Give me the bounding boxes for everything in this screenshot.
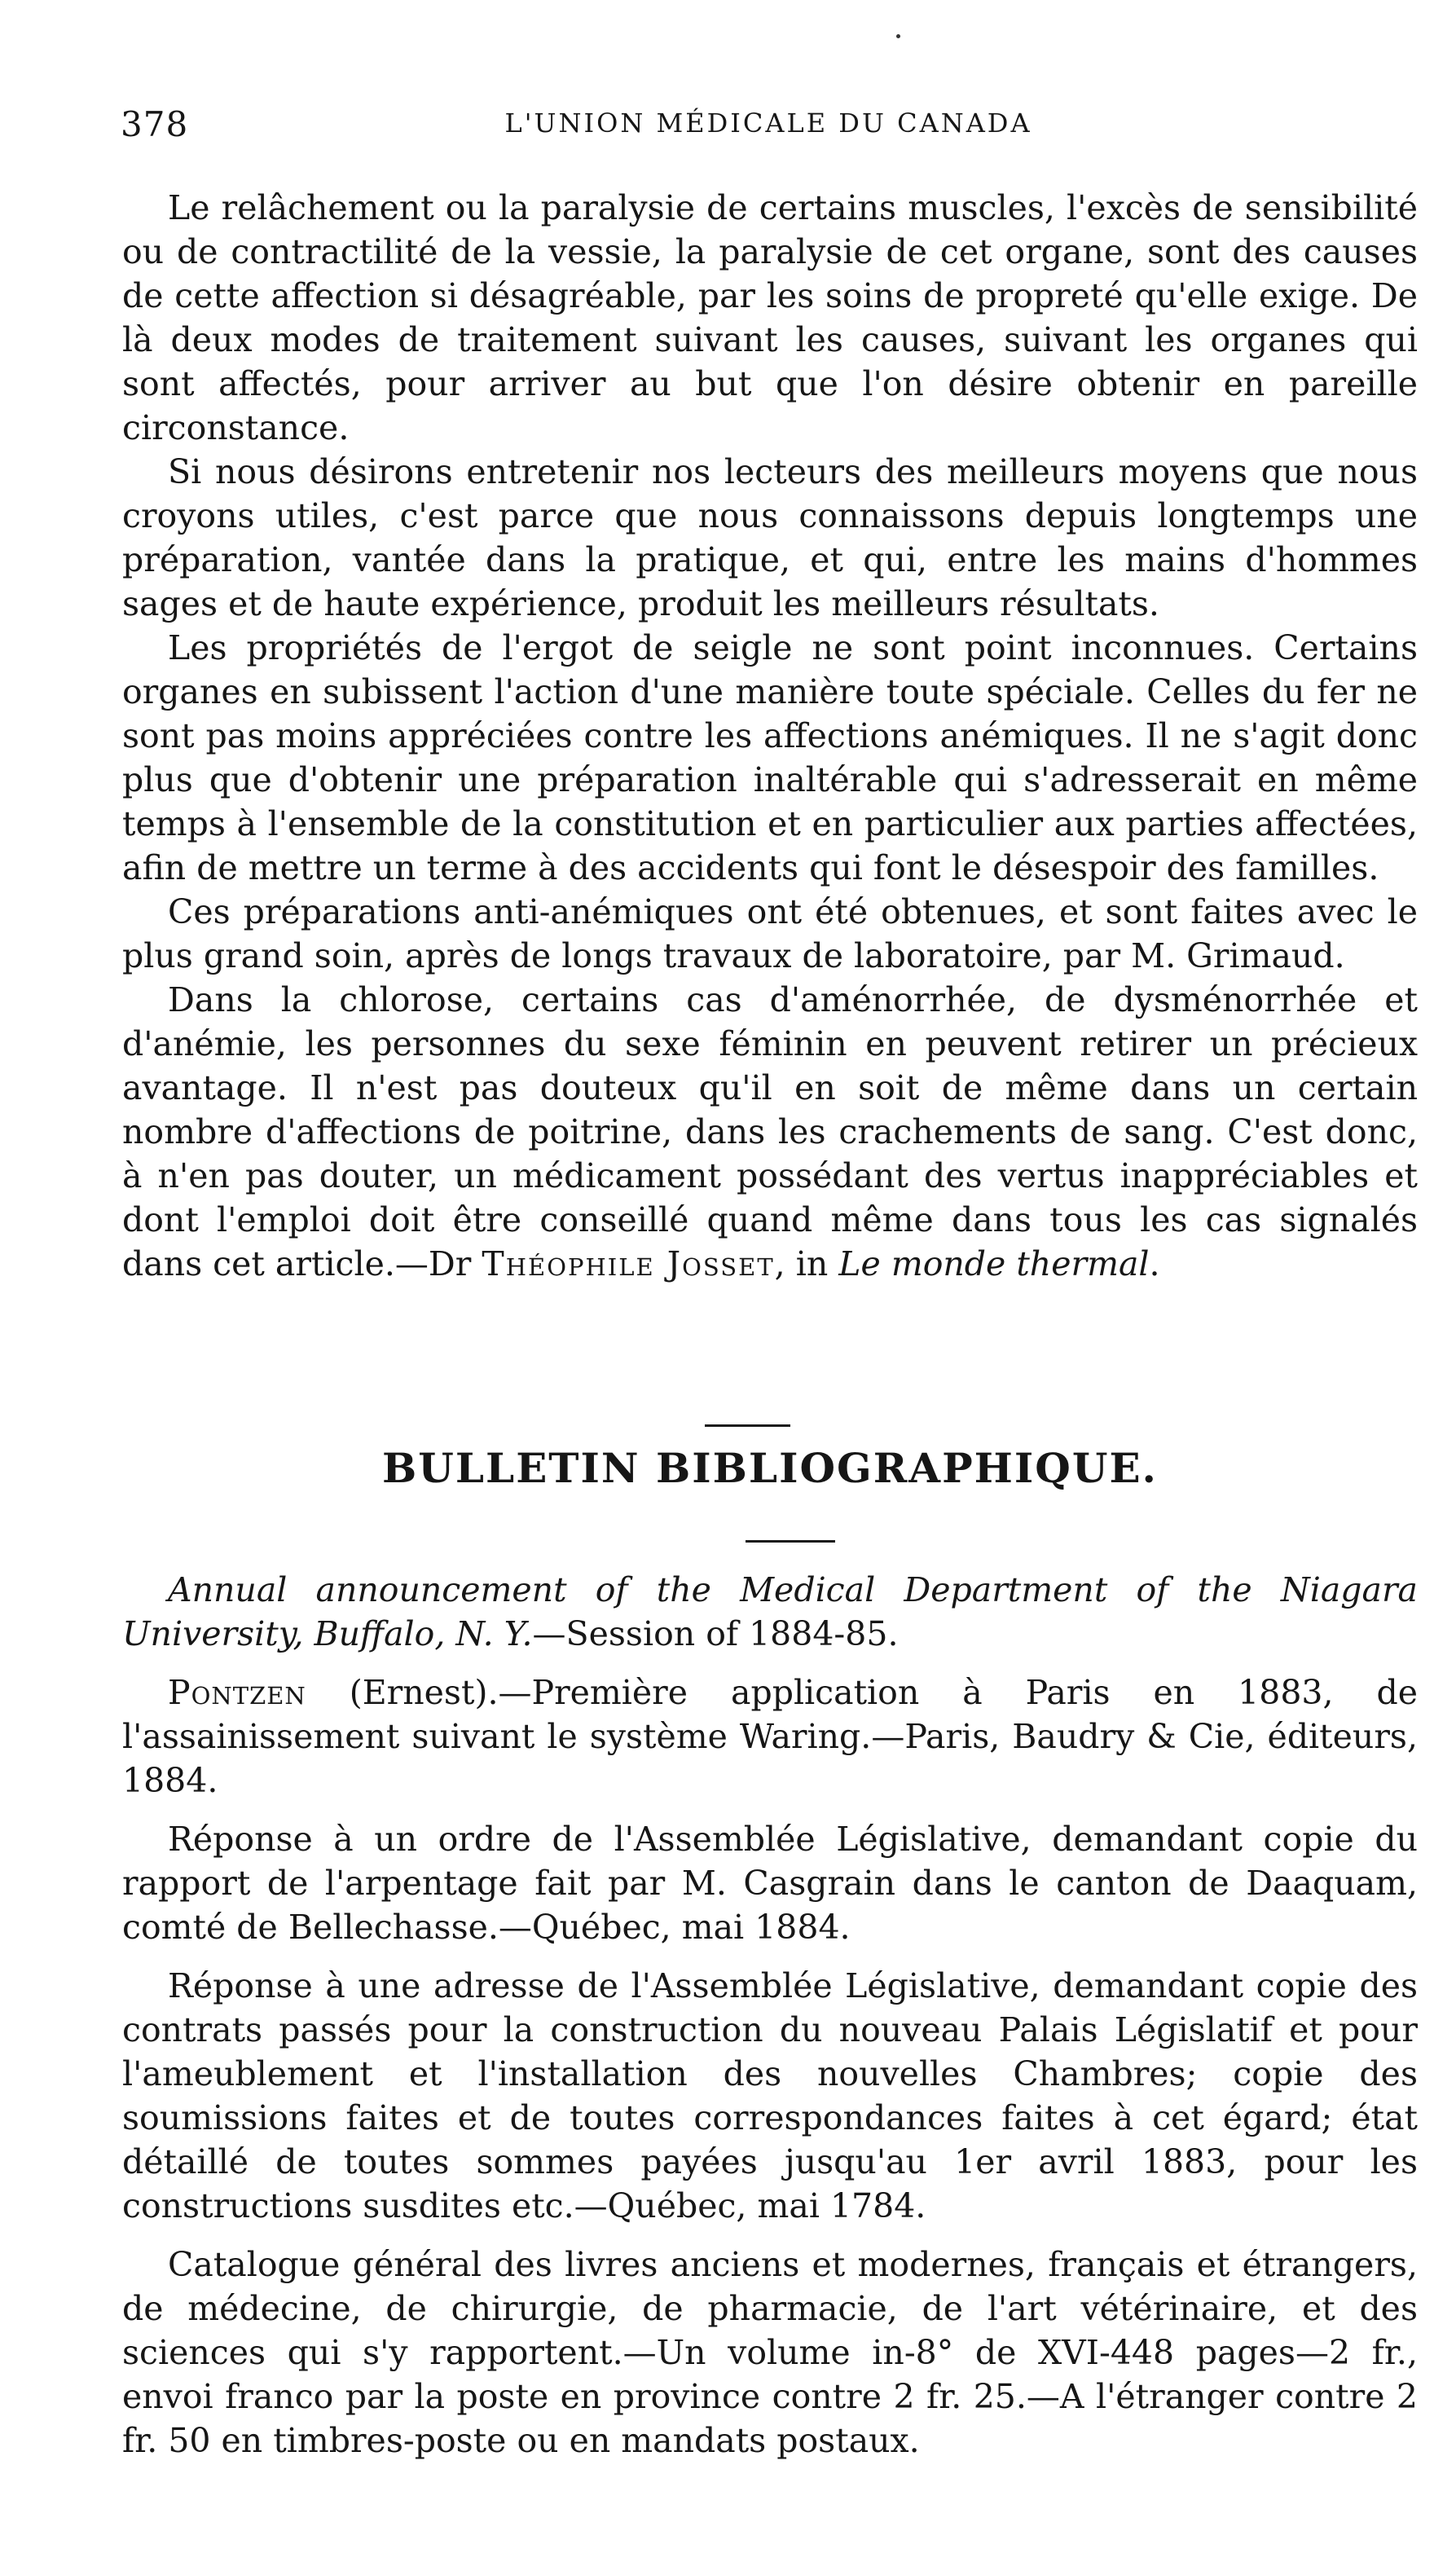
article-paragraph: Les propriétés de l'ergot de seigle ne sont point inconnues. Certains organes en subissent l'action d'une manière toute spéciale. Celles du fer ne sont pas moins appréciées contre les affections anémiques. Il ne s'agit donc plus que d'obtenir une préparation inaltérable qui s'adresserait en même temps à l'ensemble de la constitution et en particulier aux parties affectées, afin de mettre un terme à des accidents qui font le désespoir des familles. — [122, 628, 1418, 887]
entry-text: Réponse à une adresse de l'Assemblée Législative, demandant copie des contrats passés pour la construction du nouveau Palais Législatif et pour l'ameublement et l'installation des nouvelles Chambres; copie des soumissions faites et de toutes correspondances faites à cet égard; état détaillé de toutes sommes payées jusqu'au 1er avril 1883, pour les constructions susdites etc.—Québec, mai 1784. — [122, 1966, 1418, 2225]
article-paragraph: Si nous désirons entretenir nos lecteurs des meilleurs moyens que nous croyons utiles, c'est parce que nous connaissons depuis longtemps une préparation, vantée dans la pratique, et qui, entre les mains d'hommes sages et de haute expérience, produit les meilleurs résultats. — [122, 452, 1418, 623]
signature-end: . — [1149, 1244, 1160, 1283]
journal-title: L'UNION MÉDICALE DU CANADA — [504, 108, 1032, 139]
section-divider-top — [705, 1424, 790, 1427]
running-head — [121, 104, 1416, 153]
page-number: 378 — [121, 104, 189, 144]
entry-text: Catalogue général des livres anciens et modernes, français et étrangers, de médecine, de chirurgie, de pharmacie, de l'art vétérinaire, et des sciences qui s'y rapportent.—Un volume in-8° de XVI-448 pages—2 fr., envoi franco par la poste en province contre 2 fr. 25.—A l'étranger contre 2 fr. 50 en timbres-poste ou en mandats postaux. — [122, 2245, 1418, 2460]
entry-text: Réponse à un ordre de l'Assemblée Législative, demandant copie du rapport de l'arpentage fait par M. Casgrain dans le canton de Daaquam, comté de Bellechasse.—Québec, mai 1884. — [122, 1820, 1418, 1947]
bibliography-entry — [122, 1964, 1418, 2228]
signature-connector: , in — [774, 1244, 839, 1283]
article-author: Théophile Josset — [482, 1244, 775, 1283]
bibliography-entry — [122, 1670, 1418, 1803]
bibliography-entry — [122, 2243, 1418, 2463]
section-divider-bottom — [746, 1540, 835, 1543]
entry-text: (Ernest).—Première application à Paris en 1883, de l'assainissement suivant le système Waring.—Paris, Baudry & Cie, éditeurs, 1884. — [122, 1673, 1418, 1800]
article-paragraph-text: Dans la chlorose, certains cas d'aménorrhée, de dysménorrhée et d'anémie, les personnes du sexe féminin en peuvent retirer un précieux avantage. Il n'est pas douteux qu'il en soit de même dans un certain nombre d'affections de poitrine, dans les crachements de sang. C'est donc, à n'en pas douter, un médicament possédant des vertus inappréciables et dont l'emploi doit être conseillé quand même dans tous les cas signalés dans cet article.—Dr — [122, 980, 1418, 1283]
article-paragraph: Le relâchement ou la paralysie de certains muscles, l'excès de sensibilité ou de contractilité de la vessie, la paralysie de cet organe, sont des causes de cette affection si désagréable, par les soins de propreté qu'elle exige. De là deux modes de traitement suivant les causes, suivant les organes qui sont affectés, pour arriver au but que l'on désire obtenir en pareille circonstance. — [122, 188, 1418, 447]
entry-title: Annual announcement of the Medical Department of the Niagara University, Buffalo, N. Y. — [122, 1570, 1418, 1653]
source-journal: Le monde thermal — [838, 1244, 1150, 1283]
article-body — [122, 186, 1418, 1286]
article-paragraph-final — [122, 978, 1418, 1286]
article-paragraph: Ces préparations anti-anémiques ont été obtenues, et sont faites avec le plus grand soin, après de longs travaux de laboratoire, par M. Grimaud. — [122, 892, 1418, 975]
entry-text: —Session of 1884-85. — [532, 1614, 899, 1653]
section-heading: BULLETIN BIBLIOGRAPHIQUE. — [382, 1444, 1158, 1492]
entry-author: Pontzen — [168, 1673, 306, 1712]
bibliography-list — [122, 1568, 1418, 2477]
print-speck — [896, 34, 900, 38]
bibliography-entry — [122, 1817, 1418, 1949]
bibliography-entry — [122, 1568, 1418, 1656]
